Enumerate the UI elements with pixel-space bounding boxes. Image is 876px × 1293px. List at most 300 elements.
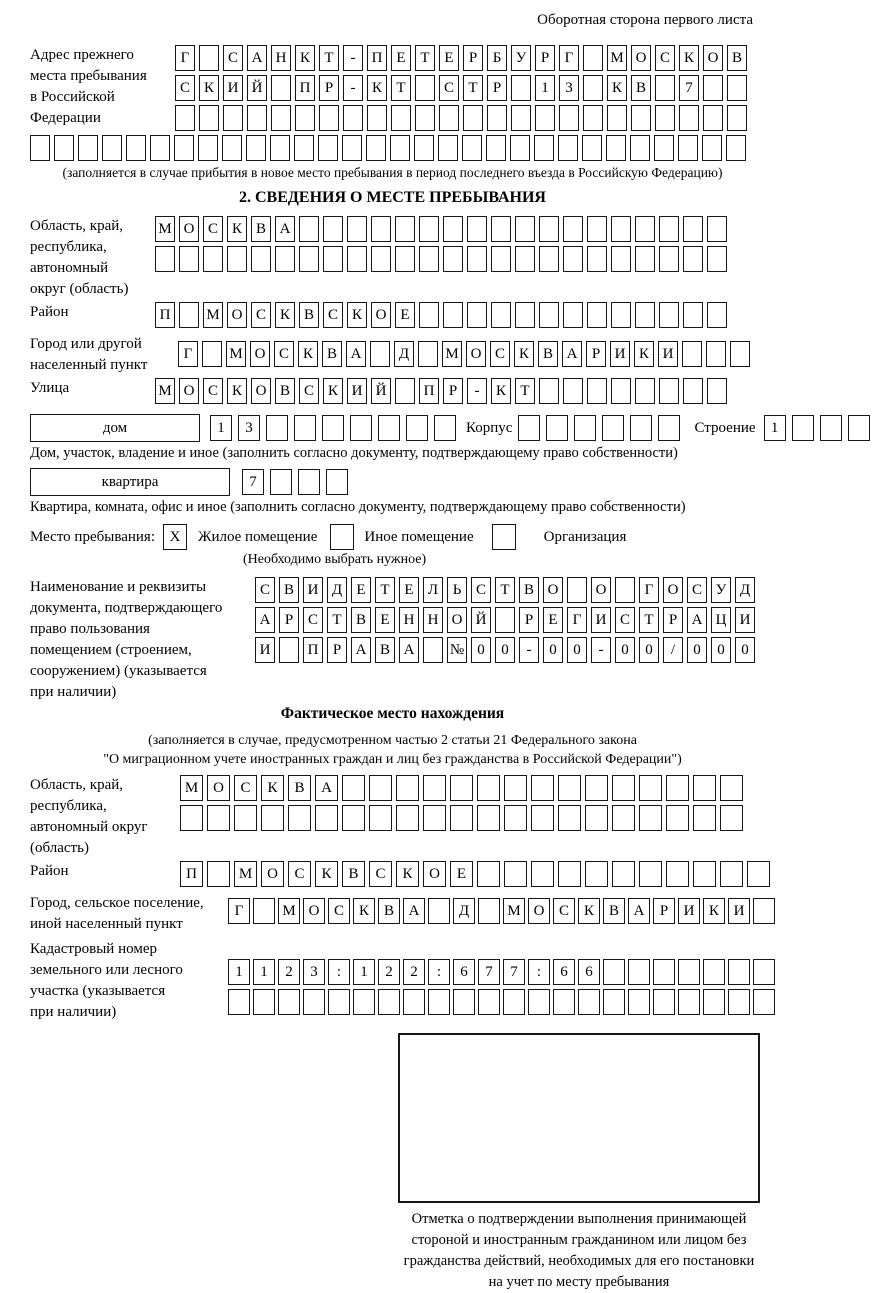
- char-box[interactable]: [223, 105, 243, 131]
- char-box[interactable]: [518, 415, 540, 441]
- char-box[interactable]: [371, 216, 391, 242]
- char-box[interactable]: П: [367, 45, 387, 71]
- char-box[interactable]: [395, 378, 415, 404]
- char-box[interactable]: [453, 989, 475, 1015]
- char-box[interactable]: К: [634, 341, 654, 367]
- char-box[interactable]: С: [687, 577, 707, 603]
- char-box[interactable]: [227, 246, 247, 272]
- char-box[interactable]: [347, 216, 367, 242]
- char-box[interactable]: [343, 105, 363, 131]
- char-box[interactable]: [463, 105, 483, 131]
- char-box[interactable]: -: [591, 637, 611, 663]
- char-box[interactable]: [635, 246, 655, 272]
- char-box[interactable]: К: [347, 302, 367, 328]
- char-box[interactable]: [222, 135, 242, 161]
- char-box[interactable]: [342, 775, 365, 801]
- char-box[interactable]: О: [663, 577, 683, 603]
- char-box[interactable]: М: [234, 861, 257, 887]
- char-box[interactable]: П: [419, 378, 439, 404]
- char-box[interactable]: [653, 989, 675, 1015]
- char-box[interactable]: 1: [764, 415, 786, 441]
- char-box[interactable]: [587, 302, 607, 328]
- char-box[interactable]: [246, 135, 266, 161]
- char-box[interactable]: К: [227, 378, 247, 404]
- char-box[interactable]: [251, 246, 271, 272]
- char-box[interactable]: С: [175, 75, 195, 101]
- char-box[interactable]: [174, 135, 194, 161]
- char-box[interactable]: С: [223, 45, 243, 71]
- char-box[interactable]: [491, 302, 511, 328]
- char-box[interactable]: [323, 216, 343, 242]
- char-box[interactable]: [531, 775, 554, 801]
- char-box[interactable]: В: [251, 216, 271, 242]
- char-box[interactable]: С: [615, 607, 635, 633]
- char-box[interactable]: [443, 216, 463, 242]
- char-box[interactable]: В: [378, 898, 400, 924]
- char-box[interactable]: [179, 302, 199, 328]
- char-box[interactable]: А: [399, 637, 419, 663]
- char-box[interactable]: И: [303, 577, 323, 603]
- char-box[interactable]: [683, 246, 703, 272]
- char-box[interactable]: [353, 989, 375, 1015]
- char-box[interactable]: [703, 989, 725, 1015]
- char-box[interactable]: [753, 989, 775, 1015]
- char-box[interactable]: [583, 105, 603, 131]
- char-box[interactable]: [683, 302, 703, 328]
- char-box[interactable]: Т: [639, 607, 659, 633]
- char-box[interactable]: С: [323, 302, 343, 328]
- char-box[interactable]: [395, 246, 415, 272]
- char-box[interactable]: [559, 105, 579, 131]
- stay-type-checkbox-other-premises[interactable]: [330, 524, 354, 550]
- char-box[interactable]: О: [703, 45, 723, 71]
- char-box[interactable]: И: [728, 898, 750, 924]
- char-box[interactable]: 0: [711, 637, 731, 663]
- char-box[interactable]: [515, 246, 535, 272]
- char-box[interactable]: К: [261, 775, 284, 801]
- char-box[interactable]: Т: [327, 607, 347, 633]
- char-box[interactable]: [539, 216, 559, 242]
- char-box[interactable]: Г: [175, 45, 195, 71]
- char-box[interactable]: [539, 378, 559, 404]
- char-box[interactable]: [578, 989, 600, 1015]
- char-box[interactable]: [582, 135, 602, 161]
- char-box[interactable]: [504, 775, 527, 801]
- char-box[interactable]: [583, 45, 603, 71]
- char-box[interactable]: [515, 302, 535, 328]
- char-box[interactable]: [727, 105, 747, 131]
- char-box[interactable]: [323, 246, 343, 272]
- char-box[interactable]: [655, 75, 675, 101]
- char-box[interactable]: [654, 135, 674, 161]
- char-box[interactable]: [504, 805, 527, 831]
- char-box[interactable]: Е: [543, 607, 563, 633]
- char-box[interactable]: [378, 989, 400, 1015]
- char-box[interactable]: [683, 216, 703, 242]
- char-box[interactable]: К: [679, 45, 699, 71]
- char-box[interactable]: -: [343, 75, 363, 101]
- char-box[interactable]: 1: [228, 959, 250, 985]
- char-box[interactable]: В: [727, 45, 747, 71]
- char-box[interactable]: [558, 775, 581, 801]
- char-box[interactable]: [707, 246, 727, 272]
- char-box[interactable]: [371, 246, 391, 272]
- char-box[interactable]: [419, 216, 439, 242]
- char-box[interactable]: В: [279, 577, 299, 603]
- char-box[interactable]: О: [423, 861, 446, 887]
- char-box[interactable]: [678, 135, 698, 161]
- char-box[interactable]: А: [346, 341, 366, 367]
- char-box[interactable]: [247, 105, 267, 131]
- char-box[interactable]: [587, 378, 607, 404]
- char-box[interactable]: [678, 989, 700, 1015]
- char-box[interactable]: Ь: [447, 577, 467, 603]
- char-box[interactable]: С: [439, 75, 459, 101]
- char-box[interactable]: [635, 216, 655, 242]
- char-box[interactable]: Н: [399, 607, 419, 633]
- char-box[interactable]: [155, 246, 175, 272]
- char-box[interactable]: М: [503, 898, 525, 924]
- char-box[interactable]: [693, 805, 716, 831]
- char-box[interactable]: Л: [423, 577, 443, 603]
- char-box[interactable]: [295, 105, 315, 131]
- char-box[interactable]: [443, 246, 463, 272]
- char-box[interactable]: 7: [242, 469, 264, 495]
- char-box[interactable]: [486, 135, 506, 161]
- char-box[interactable]: 0: [687, 637, 707, 663]
- char-box[interactable]: 0: [735, 637, 755, 663]
- char-box[interactable]: :: [428, 959, 450, 985]
- char-box[interactable]: К: [199, 75, 219, 101]
- char-box[interactable]: [419, 302, 439, 328]
- char-box[interactable]: [726, 135, 746, 161]
- char-box[interactable]: [659, 378, 679, 404]
- char-box[interactable]: [423, 775, 446, 801]
- char-box[interactable]: [396, 805, 419, 831]
- char-box[interactable]: [299, 216, 319, 242]
- char-box[interactable]: М: [155, 378, 175, 404]
- char-box[interactable]: [611, 246, 631, 272]
- char-box[interactable]: [682, 341, 702, 367]
- char-box[interactable]: [534, 135, 554, 161]
- char-box[interactable]: [275, 246, 295, 272]
- char-box[interactable]: В: [299, 302, 319, 328]
- char-box[interactable]: [792, 415, 814, 441]
- char-box[interactable]: -: [467, 378, 487, 404]
- char-box[interactable]: [511, 75, 531, 101]
- char-box[interactable]: Е: [439, 45, 459, 71]
- char-box[interactable]: -: [343, 45, 363, 71]
- char-box[interactable]: [419, 246, 439, 272]
- char-box[interactable]: А: [687, 607, 707, 633]
- char-box[interactable]: [415, 105, 435, 131]
- char-box[interactable]: С: [655, 45, 675, 71]
- char-box[interactable]: [487, 105, 507, 131]
- char-box[interactable]: Н: [423, 607, 443, 633]
- char-box[interactable]: Т: [319, 45, 339, 71]
- char-box[interactable]: [531, 805, 554, 831]
- char-box[interactable]: 0: [495, 637, 515, 663]
- char-box[interactable]: [753, 959, 775, 985]
- char-box[interactable]: [467, 302, 487, 328]
- char-box[interactable]: [261, 805, 284, 831]
- char-box[interactable]: Е: [391, 45, 411, 71]
- char-box[interactable]: [391, 105, 411, 131]
- char-box[interactable]: [585, 805, 608, 831]
- char-box[interactable]: О: [207, 775, 230, 801]
- char-box[interactable]: [30, 135, 50, 161]
- char-box[interactable]: Г: [228, 898, 250, 924]
- char-box[interactable]: [347, 246, 367, 272]
- char-box[interactable]: [720, 861, 743, 887]
- char-box[interactable]: С: [490, 341, 510, 367]
- char-box[interactable]: Д: [394, 341, 414, 367]
- char-box[interactable]: [199, 45, 219, 71]
- char-box[interactable]: Т: [415, 45, 435, 71]
- char-box[interactable]: М: [226, 341, 246, 367]
- char-box[interactable]: [439, 105, 459, 131]
- char-box[interactable]: Т: [463, 75, 483, 101]
- char-box[interactable]: О: [303, 898, 325, 924]
- char-box[interactable]: 0: [567, 637, 587, 663]
- char-box[interactable]: [477, 775, 500, 801]
- char-box[interactable]: К: [315, 861, 338, 887]
- char-box[interactable]: [271, 75, 291, 101]
- char-box[interactable]: [730, 341, 750, 367]
- char-box[interactable]: [639, 775, 662, 801]
- char-box[interactable]: О: [528, 898, 550, 924]
- char-box[interactable]: Е: [395, 302, 415, 328]
- char-box[interactable]: Е: [399, 577, 419, 603]
- char-box[interactable]: [396, 775, 419, 801]
- char-box[interactable]: [390, 135, 410, 161]
- char-box[interactable]: [635, 378, 655, 404]
- char-box[interactable]: [563, 216, 583, 242]
- char-box[interactable]: Т: [495, 577, 515, 603]
- char-box[interactable]: О: [261, 861, 284, 887]
- char-box[interactable]: [443, 302, 463, 328]
- char-box[interactable]: Р: [319, 75, 339, 101]
- char-box[interactable]: [683, 378, 703, 404]
- char-box[interactable]: 0: [543, 637, 563, 663]
- char-box[interactable]: К: [491, 378, 511, 404]
- char-box[interactable]: [702, 135, 722, 161]
- char-box[interactable]: [563, 378, 583, 404]
- char-box[interactable]: [558, 805, 581, 831]
- char-box[interactable]: [602, 415, 624, 441]
- char-box[interactable]: [318, 135, 338, 161]
- char-box[interactable]: [707, 302, 727, 328]
- char-box[interactable]: С: [328, 898, 350, 924]
- char-box[interactable]: [477, 805, 500, 831]
- char-box[interactable]: О: [227, 302, 247, 328]
- char-box[interactable]: Р: [327, 637, 347, 663]
- char-box[interactable]: [510, 135, 530, 161]
- char-box[interactable]: Е: [351, 577, 371, 603]
- char-box[interactable]: Д: [735, 577, 755, 603]
- char-box[interactable]: [603, 959, 625, 985]
- char-box[interactable]: Р: [535, 45, 555, 71]
- char-box[interactable]: [535, 105, 555, 131]
- char-box[interactable]: [279, 637, 299, 663]
- char-box[interactable]: С: [471, 577, 491, 603]
- char-box[interactable]: [403, 989, 425, 1015]
- char-box[interactable]: К: [396, 861, 419, 887]
- char-box[interactable]: 2: [278, 959, 300, 985]
- char-box[interactable]: [567, 577, 587, 603]
- char-box[interactable]: [848, 415, 870, 441]
- char-box[interactable]: С: [251, 302, 271, 328]
- char-box[interactable]: К: [514, 341, 534, 367]
- char-box[interactable]: [298, 469, 320, 495]
- char-box[interactable]: [328, 989, 350, 1015]
- char-box[interactable]: [659, 246, 679, 272]
- char-box[interactable]: [467, 246, 487, 272]
- char-box[interactable]: [428, 898, 450, 924]
- char-box[interactable]: П: [295, 75, 315, 101]
- char-box[interactable]: А: [403, 898, 425, 924]
- char-box[interactable]: Й: [471, 607, 491, 633]
- char-box[interactable]: [606, 135, 626, 161]
- char-box[interactable]: [539, 246, 559, 272]
- char-box[interactable]: А: [247, 45, 267, 71]
- char-box[interactable]: [666, 775, 689, 801]
- char-box[interactable]: [428, 989, 450, 1015]
- char-box[interactable]: Д: [327, 577, 347, 603]
- char-box[interactable]: /: [663, 637, 683, 663]
- char-box[interactable]: [319, 105, 339, 131]
- char-box[interactable]: С: [369, 861, 392, 887]
- char-box[interactable]: [438, 135, 458, 161]
- char-box[interactable]: [658, 415, 680, 441]
- char-box[interactable]: О: [591, 577, 611, 603]
- char-box[interactable]: [234, 805, 257, 831]
- char-box[interactable]: Р: [586, 341, 606, 367]
- char-box[interactable]: С: [255, 577, 275, 603]
- char-box[interactable]: [630, 415, 652, 441]
- char-box[interactable]: [546, 415, 568, 441]
- char-box[interactable]: [707, 216, 727, 242]
- char-box[interactable]: [203, 246, 223, 272]
- char-box[interactable]: 7: [503, 959, 525, 985]
- char-box[interactable]: [450, 805, 473, 831]
- char-box[interactable]: С: [203, 378, 223, 404]
- char-box[interactable]: Т: [375, 577, 395, 603]
- char-box[interactable]: [558, 135, 578, 161]
- char-box[interactable]: [635, 302, 655, 328]
- char-box[interactable]: [587, 246, 607, 272]
- char-box[interactable]: В: [351, 607, 371, 633]
- char-box[interactable]: А: [315, 775, 338, 801]
- char-box[interactable]: [678, 959, 700, 985]
- char-box[interactable]: 7: [679, 75, 699, 101]
- char-box[interactable]: [126, 135, 146, 161]
- char-box[interactable]: [253, 898, 275, 924]
- char-box[interactable]: [350, 415, 372, 441]
- char-box[interactable]: 3: [559, 75, 579, 101]
- char-box[interactable]: И: [591, 607, 611, 633]
- char-box[interactable]: [266, 415, 288, 441]
- char-box[interactable]: Р: [487, 75, 507, 101]
- char-box[interactable]: [288, 805, 311, 831]
- char-box[interactable]: [207, 805, 230, 831]
- char-box[interactable]: К: [275, 302, 295, 328]
- char-box[interactable]: О: [631, 45, 651, 71]
- char-box[interactable]: Р: [443, 378, 463, 404]
- stay-type-checkbox-organization[interactable]: [492, 524, 516, 550]
- char-box[interactable]: [659, 216, 679, 242]
- char-box[interactable]: [666, 805, 689, 831]
- char-box[interactable]: [574, 415, 596, 441]
- house-label-box[interactable]: [30, 414, 200, 442]
- char-box[interactable]: И: [223, 75, 243, 101]
- char-box[interactable]: [693, 861, 716, 887]
- char-box[interactable]: [202, 341, 222, 367]
- char-box[interactable]: [693, 775, 716, 801]
- char-box[interactable]: В: [631, 75, 651, 101]
- char-box[interactable]: [728, 989, 750, 1015]
- char-box[interactable]: [583, 75, 603, 101]
- char-box[interactable]: О: [371, 302, 391, 328]
- char-box[interactable]: №: [447, 637, 467, 663]
- char-box[interactable]: М: [278, 898, 300, 924]
- char-box[interactable]: [612, 775, 635, 801]
- char-box[interactable]: [728, 959, 750, 985]
- char-box[interactable]: О: [250, 341, 270, 367]
- char-box[interactable]: [603, 989, 625, 1015]
- char-box[interactable]: [270, 135, 290, 161]
- char-box[interactable]: С: [288, 861, 311, 887]
- char-box[interactable]: [720, 775, 743, 801]
- char-box[interactable]: Г: [567, 607, 587, 633]
- char-box[interactable]: [659, 302, 679, 328]
- char-box[interactable]: 6: [553, 959, 575, 985]
- char-box[interactable]: [179, 246, 199, 272]
- char-box[interactable]: П: [155, 302, 175, 328]
- char-box[interactable]: [558, 861, 581, 887]
- char-box[interactable]: В: [288, 775, 311, 801]
- char-box[interactable]: [414, 135, 434, 161]
- char-box[interactable]: [366, 135, 386, 161]
- char-box[interactable]: [563, 302, 583, 328]
- char-box[interactable]: О: [466, 341, 486, 367]
- char-box[interactable]: [587, 216, 607, 242]
- char-box[interactable]: [615, 577, 635, 603]
- char-box[interactable]: [434, 415, 456, 441]
- char-box[interactable]: Й: [371, 378, 391, 404]
- char-box[interactable]: [207, 861, 230, 887]
- char-box[interactable]: [639, 805, 662, 831]
- char-box[interactable]: К: [323, 378, 343, 404]
- char-box[interactable]: Р: [653, 898, 675, 924]
- char-box[interactable]: [703, 959, 725, 985]
- char-box[interactable]: Б: [487, 45, 507, 71]
- char-box[interactable]: [491, 246, 511, 272]
- char-box[interactable]: [531, 861, 554, 887]
- char-box[interactable]: [423, 805, 446, 831]
- char-box[interactable]: Й: [247, 75, 267, 101]
- char-box[interactable]: [639, 861, 662, 887]
- char-box[interactable]: Т: [391, 75, 411, 101]
- char-box[interactable]: С: [274, 341, 294, 367]
- char-box[interactable]: :: [328, 959, 350, 985]
- char-box[interactable]: Р: [279, 607, 299, 633]
- char-box[interactable]: [199, 105, 219, 131]
- char-box[interactable]: [467, 216, 487, 242]
- char-box[interactable]: И: [610, 341, 630, 367]
- char-box[interactable]: К: [607, 75, 627, 101]
- char-box[interactable]: 1: [535, 75, 555, 101]
